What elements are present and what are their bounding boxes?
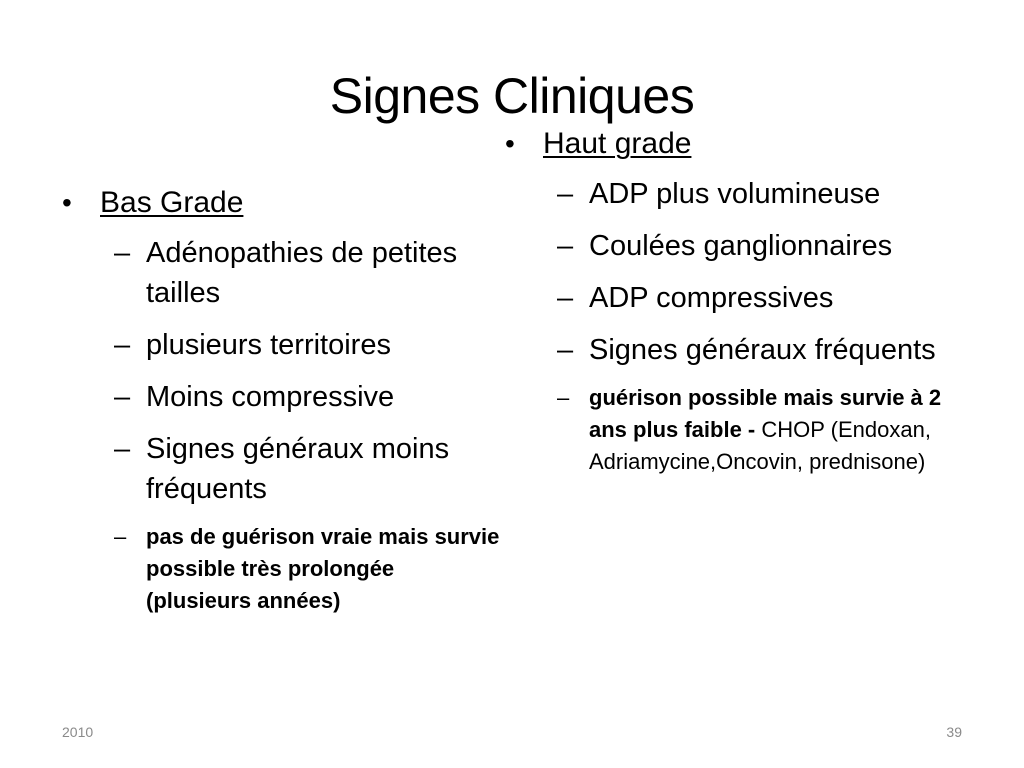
note-text: pas de guérison vraie mais survie possible très prolongée (plusieurs années) (146, 524, 500, 613)
list-item (114, 377, 502, 417)
list-item (557, 174, 985, 214)
heading-label: Bas Grade (100, 186, 244, 219)
list-item-text: Coulées ganglionnaires (589, 230, 893, 262)
left-column (62, 185, 502, 617)
dash-icon: – (114, 237, 131, 269)
slide-title: Signes Cliniques (329, 68, 695, 124)
list-item (557, 330, 985, 370)
list-item (557, 226, 985, 266)
dash-icon: – (114, 524, 127, 549)
list-item-text: plusieurs territoires (146, 329, 391, 361)
haut-grade-heading (505, 126, 985, 162)
dash-icon: – (557, 334, 574, 366)
bullet-icon: • (505, 128, 515, 159)
page-number: 39 (946, 724, 962, 740)
bas-grade-heading (62, 185, 502, 221)
note-text (589, 382, 985, 478)
list-item-note (557, 382, 985, 478)
list-item-text: Signes généraux fréquents (589, 334, 936, 366)
list-item (114, 429, 502, 509)
footer-year: 2010 (62, 724, 94, 740)
dash-icon: – (557, 385, 570, 410)
list-item-text: Moins compressive (146, 381, 395, 413)
list-item (114, 233, 502, 313)
list-item-text: Signes généraux moins fréquents (146, 433, 450, 505)
right-column (505, 126, 985, 478)
dash-icon: – (114, 433, 131, 465)
list-item (114, 325, 502, 365)
dash-icon: – (557, 178, 574, 210)
list-item-text: ADP compressives (589, 282, 834, 314)
note-normal-text: CHOP (Endoxan, Adriamycine,Oncovin, prednisone) (589, 417, 931, 474)
bullet-icon: • (62, 187, 72, 218)
heading-label: Haut grade (543, 127, 692, 160)
list-item (557, 278, 985, 318)
list-item-note (114, 521, 502, 617)
dash-icon: – (114, 381, 131, 413)
list-item-text: Adénopathies de petites tailles (146, 237, 458, 309)
dash-icon: – (557, 230, 574, 262)
list-item-text: ADP plus volumineuse (589, 178, 881, 210)
dash-icon: – (557, 282, 574, 314)
note-bold-text: guérison possible mais survie à 2 ans plus faible - (589, 385, 942, 442)
dash-icon: – (114, 329, 131, 361)
